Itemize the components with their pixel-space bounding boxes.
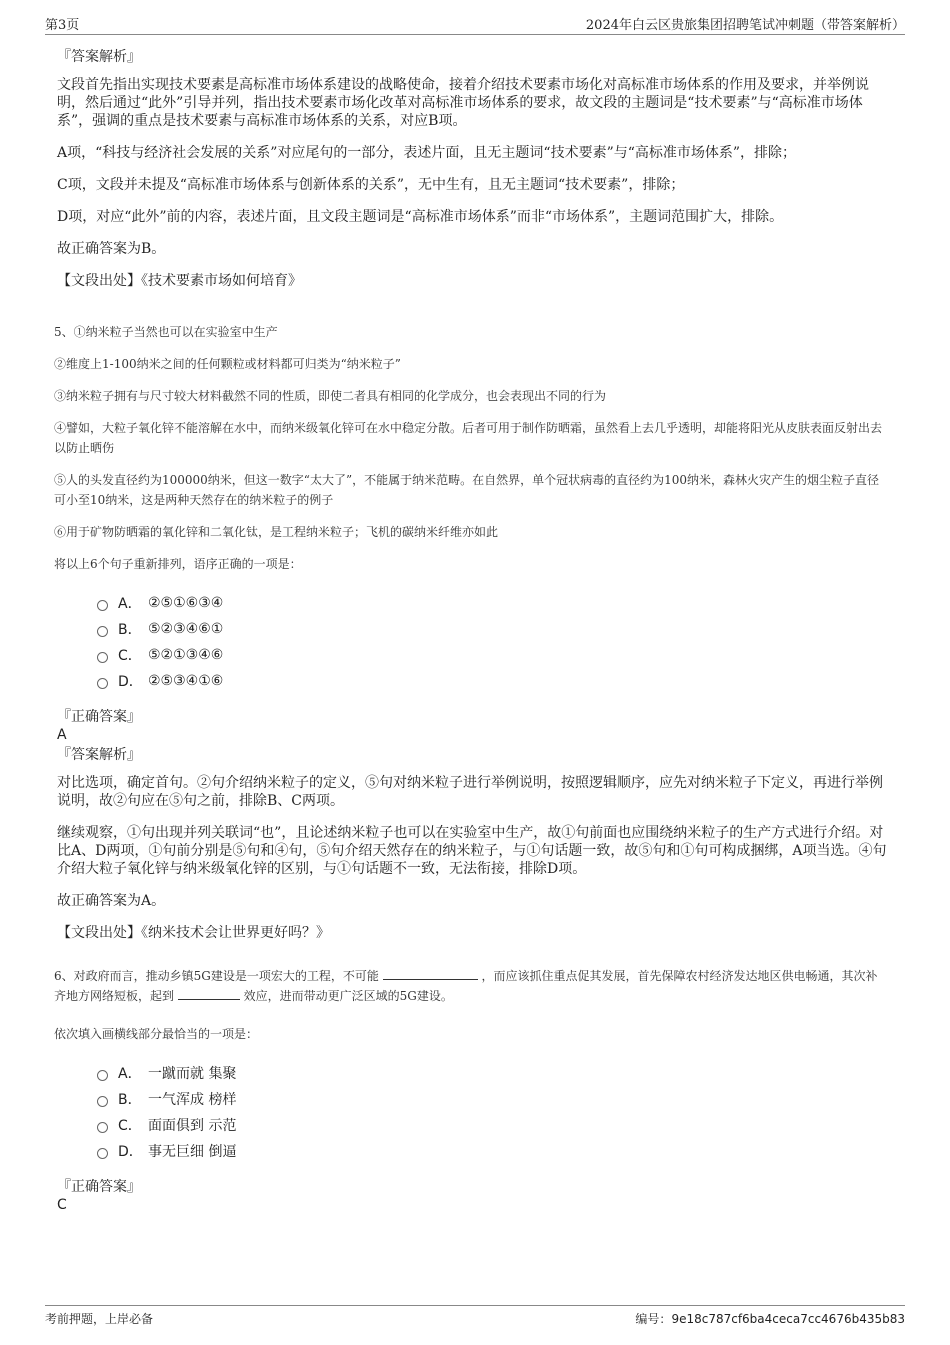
- fill-blank: [178, 987, 240, 1000]
- option-label: D．: [118, 1144, 143, 1160]
- option-text: 一气浑成 榜样: [148, 1092, 237, 1108]
- q6-answer-label: 『正确答案』: [57, 1179, 141, 1195]
- option-text: 事无巨细 倒逼: [148, 1144, 237, 1160]
- q5-options: [97, 590, 887, 694]
- q4-analysis-para: D项，对应“此外”前的内容，表述片面，且文段主题词是“高标准市场体系”而非“市场体系”，主题词范围扩大，排除。: [57, 209, 784, 225]
- radio-button[interactable]: [97, 1070, 108, 1081]
- option-text: 面面俱到 示范: [148, 1118, 237, 1134]
- q5-conclusion: 故正确答案为A。: [57, 893, 166, 909]
- option-text: ②⑤①⑥③④: [148, 595, 224, 611]
- q6-stem-part: ，而应该抓住重点促其发展，首先保障农村经济发达地区供电畅通，其次补齐地方网络短板，起到: [54, 969, 878, 1003]
- q6-stem-part: 效应，进而带动更广泛区域的5G建设。: [243, 989, 453, 1003]
- document-title: 2024年白云区贵旅集团招聘笔试冲刺题（带答案解析）: [585, 18, 905, 33]
- q4-analysis-para: A项，“科技与经济社会发展的关系”对应尾句的一部分，表述片面，且无主题词“技术要素”与“高标准市场体系”，排除；: [57, 145, 797, 161]
- radio-button[interactable]: [97, 1096, 108, 1107]
- q5-answer: A: [57, 727, 67, 743]
- option-text: 一蹴而就 集聚: [148, 1066, 237, 1082]
- q6-stem: [54, 966, 887, 1006]
- q4-analysis-label: 『答案解析』: [57, 49, 141, 65]
- q5-option-c[interactable]: [97, 642, 887, 668]
- radio-button[interactable]: [97, 1122, 108, 1133]
- q5-stem-line: ③纳米粒子拥有与尺寸较大材料截然不同的性质，即使二者具有相同的化学成分，也会表现出不同的行为: [54, 389, 607, 403]
- q5-stem-line: ②维度上1-100纳米之间的任何颗粒或材料都可归类为“纳米粒子”: [54, 357, 401, 371]
- q6-option-b[interactable]: [97, 1086, 887, 1112]
- radio-button[interactable]: [97, 600, 108, 611]
- q4-source: 【文段出处】《技术要素市场如何培育》: [57, 273, 302, 289]
- q5-prompt: 将以上6个句子重新排列，语序正确的一项是：: [54, 557, 302, 571]
- q5-analysis-label: 『答案解析』: [57, 747, 141, 763]
- document-body: [54, 48, 887, 1216]
- page-header: [45, 14, 905, 35]
- option-label: B．: [118, 1092, 142, 1108]
- option-text: ⑤②③④⑥①: [148, 621, 224, 637]
- option-text: ⑤②①③④⑥: [148, 647, 224, 663]
- q5-option-b[interactable]: [97, 616, 887, 642]
- footer-slogan: 考前押题，上岸必备: [45, 1312, 154, 1326]
- radio-button[interactable]: [97, 1148, 108, 1159]
- q6-prompt: 依次填入画横线部分最恰当的一项是：: [54, 1027, 259, 1041]
- option-label: A．: [118, 596, 142, 612]
- option-text: ②⑤③④①⑥: [148, 673, 224, 689]
- q5-option-a[interactable]: [97, 590, 887, 616]
- code-value: 9e18c787cf6ba4ceca7cc4676b435b83: [671, 1312, 905, 1326]
- q4-analysis-para: 文段首先指出实现技术要素是高标准市场体系建设的战略使命，接着介绍技术要素市场化对高标准市场体系的作用及要求，并举例说明，然后通过“此外”引导并列，指出技术要素市场化改革对高标准市场体系的要求，故文段的主题词是“技术要素”与“高标准市场体系”，强调的重点是技术要素与高标准市场体系的关系，对应B项。: [57, 77, 869, 129]
- q5-source: 【文段出处】《纳米技术会让世界更好吗？》: [57, 925, 330, 941]
- q5-analysis-para: 继续观察，①句出现并列关联词“也”，且论述纳米粒子也可以在实验室中生产，故①句前面也应围绕纳米粒子的生产方式进行介绍。对比A、D两项，①句前分别是⑤句和④句，⑤句介绍天然存在的纳米粒子，与①句话题一致，故⑤句和①句可构成捆绑，A项当选。④句介绍大粒子氧化锌与纳米级氧化锌的区别，与①句话题不一致，无法衔接，排除D项。: [57, 825, 887, 877]
- page-number: 第3页: [45, 18, 80, 33]
- page-footer: [45, 1305, 905, 1329]
- q5-answer-label: 『正确答案』: [57, 709, 141, 725]
- q5-option-d[interactable]: [97, 668, 887, 694]
- radio-button[interactable]: [97, 652, 108, 663]
- option-label: C．: [118, 1118, 142, 1134]
- q6-option-c[interactable]: [97, 1112, 887, 1138]
- document-code: [635, 1310, 905, 1327]
- radio-button[interactable]: [97, 626, 108, 637]
- q4-analysis-para: C项，文段并未提及“高标准市场体系与创新体系的关系”，无中生有，且无主题词“技术要素”，排除；: [57, 177, 685, 193]
- q6-option-a[interactable]: [97, 1060, 887, 1086]
- option-label: C．: [118, 648, 142, 664]
- option-label: D．: [118, 674, 143, 690]
- q5-stem-line: ⑥用于矿物防晒霜的氧化锌和二氧化钛，是工程纳米粒子；飞机的碳纳米纤维亦如此: [54, 525, 499, 539]
- q6-options: [97, 1060, 887, 1164]
- radio-button[interactable]: [97, 678, 108, 689]
- q5-stem-line: ④譬如，大粒子氧化锌不能溶解在水中，而纳米级氧化锌可在水中稳定分散。后者可用于制作防晒霜，虽然看上去几乎透明，却能将阳光从皮肤表面反射出去以防止晒伤: [54, 421, 883, 455]
- code-label: 编号：: [635, 1312, 672, 1326]
- fill-blank: [383, 967, 478, 980]
- q5-analysis-para: 对比选项，确定首句。②句介绍纳米粒子的定义，⑤句对纳米粒子进行举例说明，按照逻辑顺序，应先对纳米粒子下定义，再进行举例说明，故②句应在⑤句之前，排除B、C两项。: [57, 775, 883, 809]
- q6-stem-part: 6、对政府而言，推动乡镇5G建设是一项宏大的工程，不可能: [54, 969, 379, 983]
- option-label: A．: [118, 1066, 142, 1082]
- q6-answer: C: [57, 1197, 67, 1213]
- q4-conclusion: 故正确答案为B。: [57, 241, 166, 257]
- q5-stem-line: ⑤人的头发直径约为100000纳米，但这一数字“太大了”，不能属于纳米范畴。在自然界，单个冠状病毒的直径约为100纳米，森林火灾产生的烟尘粒子直径可小至10纳米，这是两种天然存在的纳米粒子的例子: [54, 473, 879, 507]
- option-label: B．: [118, 622, 142, 638]
- q5-stem-line: 5、①纳米粒子当然也可以在实验室中生产: [54, 325, 278, 339]
- q6-option-d[interactable]: [97, 1138, 887, 1164]
